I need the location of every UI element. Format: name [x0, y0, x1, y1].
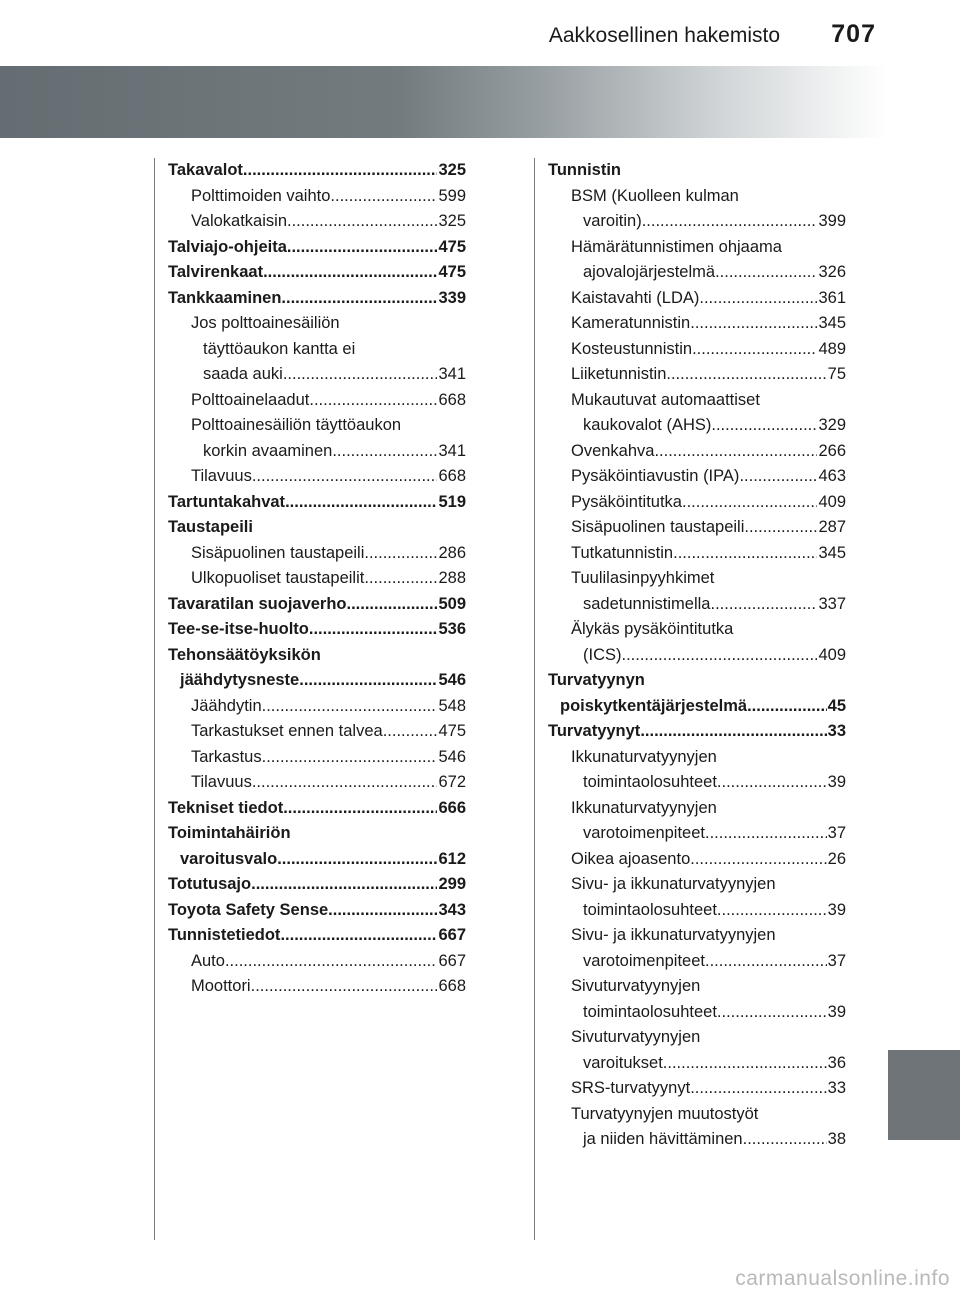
index-entry: [548, 362, 846, 388]
index-entry-label: Turvatyynyt: [548, 722, 641, 740]
index-entry-page[interactable]: 326: [818, 263, 846, 281]
index-entry-page[interactable]: 37: [827, 951, 846, 970]
index-entry-label: BSM (Kuolleen kulman: [571, 186, 739, 205]
index-entry: [168, 694, 466, 720]
dot-leader: [744, 515, 817, 541]
chapter-tab-marker: [888, 1050, 960, 1140]
dot-leader: [743, 1127, 827, 1153]
dot-leader: [251, 974, 438, 1000]
index-entry: [548, 898, 846, 924]
index-entry: [168, 796, 466, 822]
index-entry-label: Takavalot: [168, 161, 243, 179]
dot-leader: [263, 260, 437, 286]
index-entry-page[interactable]: 667: [438, 926, 466, 944]
dot-leader: [717, 770, 827, 796]
index-entry: [168, 286, 466, 312]
index-entry: [548, 847, 846, 873]
index-entry-page[interactable]: 599: [438, 186, 466, 205]
index-entry-label: Ikkunaturvatyynyjen: [571, 747, 717, 766]
dot-leader: [332, 439, 437, 465]
dot-leader: [287, 235, 438, 261]
index-entry: [548, 235, 846, 261]
index-entry-page[interactable]: 409: [818, 492, 846, 511]
dot-leader: [252, 464, 438, 490]
index-entry-label: Valokatkaisin: [191, 212, 287, 230]
dot-leader: [682, 490, 817, 516]
index-entry-label: Tartuntakahvat: [168, 492, 286, 511]
index-entry: [168, 745, 466, 771]
index-entry-label: Tunnistetiedot: [168, 926, 281, 944]
index-entry-label: Sivu- ja ikkunaturvatyynyjen: [571, 926, 776, 944]
index-column-left: [168, 158, 466, 1000]
index-entry: [168, 464, 466, 490]
dot-leader: [622, 643, 818, 669]
index-entry: [548, 388, 846, 414]
index-entry: [168, 541, 466, 567]
index-entry-page[interactable]: 612: [438, 849, 466, 868]
index-entry: [548, 158, 846, 184]
index-entry-label: kaukovalot (AHS): [583, 416, 712, 434]
index-entry-label: Sisäpuolinen taustapeili: [191, 543, 365, 562]
dot-leader: [690, 847, 826, 873]
index-entry-page[interactable]: 39: [827, 1002, 846, 1021]
index-entry-label: Toimintahäiriön: [168, 824, 291, 842]
index-entry: [548, 694, 846, 720]
index-entry: [168, 949, 466, 975]
index-entry-label: Sivuturvatyynyjen: [571, 1028, 701, 1046]
index-entry-label: Tavaratilan suojaverho: [168, 594, 347, 613]
index-entry-label: varoitin): [583, 212, 642, 230]
index-entry-page[interactable]: 409: [818, 645, 846, 664]
index-entry-label: Tunnistin: [548, 161, 622, 179]
index-entry-page[interactable]: 672: [438, 773, 466, 791]
index-entry: [168, 158, 466, 184]
index-entry: [548, 770, 846, 796]
index-entry-label: Tekniset tiedot: [168, 798, 284, 817]
dot-leader: [673, 541, 817, 567]
section-title: Aakkosellinen hakemisto: [548, 24, 780, 47]
dot-leader: [711, 413, 817, 439]
index-entry: [168, 872, 466, 898]
index-entry-label: Kosteustunnistin: [571, 339, 693, 358]
index-entry-label: jäähdytysneste: [180, 671, 300, 689]
index-entry-label: Kaistavahti (LDA): [571, 288, 700, 307]
dot-leader: [243, 158, 438, 184]
index-entry: [168, 643, 466, 669]
index-entry-page[interactable]: 341: [438, 441, 466, 460]
dot-leader: [287, 209, 437, 235]
index-entry: [548, 184, 846, 210]
dot-leader: [663, 1051, 827, 1077]
index-entry-page[interactable]: 361: [818, 288, 846, 307]
index-entry-label: varotoimenpiteet: [583, 951, 705, 970]
index-entry-page[interactable]: 325: [438, 212, 466, 230]
dot-leader: [692, 337, 817, 363]
index-entry-page[interactable]: 399: [818, 212, 846, 230]
index-entry-label: Mukautuvat automaattiset: [571, 390, 760, 409]
index-entry-label: toimintaolosuhteet: [583, 773, 717, 791]
dot-leader: [328, 898, 437, 924]
index-entry: [548, 592, 846, 618]
index-entry: [548, 745, 846, 771]
dot-leader: [654, 439, 817, 465]
index-entry-page[interactable]: 341: [438, 365, 466, 383]
index-entry-label: sadetunnistimella: [583, 594, 711, 613]
index-entry: [548, 413, 846, 439]
dot-leader: [715, 260, 817, 286]
index-entry-label: poiskytkentäjärjestelmä: [560, 696, 748, 715]
dot-leader: [364, 541, 437, 567]
dot-leader: [280, 923, 437, 949]
index-entry-label: Tee-se-itse-huolto: [168, 620, 309, 638]
index-entry-page[interactable]: 329: [818, 416, 846, 434]
index-entry-page[interactable]: 266: [818, 441, 846, 460]
index-entry-page[interactable]: 668: [438, 390, 466, 409]
dot-leader: [262, 694, 438, 720]
index-entry-label: toimintaolosuhteet: [583, 1002, 717, 1021]
index-entry: [548, 1102, 846, 1128]
index-entry-page[interactable]: 26: [827, 849, 846, 868]
index-entry: [548, 872, 846, 898]
index-entry: [548, 974, 846, 1000]
page-number: 707: [831, 20, 876, 48]
index-entry: [168, 337, 466, 363]
watermark: carmanualsonline.info: [735, 1267, 950, 1290]
index-entry-label: Turvatyynyn: [548, 671, 645, 689]
index-column-right: [548, 158, 846, 1153]
dot-leader: [309, 388, 437, 414]
index-entry: [548, 1127, 846, 1153]
index-entry-page[interactable]: 339: [438, 288, 466, 307]
dot-leader: [747, 694, 827, 720]
index-entry: [168, 260, 466, 286]
index-entry: [548, 821, 846, 847]
index-entry-label: Tutkatunnistin: [571, 543, 674, 562]
index-entry: [548, 439, 846, 465]
dot-leader: [283, 796, 437, 822]
index-entry: [548, 337, 846, 363]
index-entry-label: Älykäs pysäköintitutka: [571, 620, 734, 638]
index-entry-page[interactable]: 475: [438, 237, 466, 256]
index-entry-label: Sisäpuolinen taustapeili: [571, 518, 745, 536]
index-entry-label: Tuulilasinpyyhkimet: [571, 569, 715, 587]
dot-leader: [690, 1076, 826, 1102]
index-entry-label: Tankkaaminen: [168, 288, 282, 307]
index-entry-label: Tarkastukset ennen talvea: [191, 722, 383, 740]
index-entry: [548, 1076, 846, 1102]
index-entry-label: Liiketunnistin: [571, 365, 667, 383]
index-entry: [548, 1025, 846, 1051]
index-entry-label: Totutusajo: [168, 875, 252, 893]
index-entry-label: Auto: [191, 951, 225, 970]
index-entry: [168, 515, 466, 541]
index-entry: [168, 617, 466, 643]
dot-leader: [690, 311, 817, 337]
header-band: [0, 66, 888, 138]
index-entry-label: saada auki: [203, 365, 283, 383]
index-entry: [548, 464, 846, 490]
index-entry: [548, 949, 846, 975]
index-entry-page[interactable]: 509: [438, 594, 466, 613]
dot-leader: [251, 872, 437, 898]
index-entry: [548, 566, 846, 592]
index-entry: [168, 388, 466, 414]
index-entry-page[interactable]: 287: [818, 518, 846, 536]
dot-leader: [252, 770, 438, 796]
index-entry-page[interactable]: 475: [438, 263, 466, 281]
dot-leader: [699, 286, 817, 312]
index-entry: [548, 668, 846, 694]
dot-leader: [281, 286, 437, 312]
index-entry-page[interactable]: 286: [438, 543, 466, 562]
dot-leader: [717, 898, 827, 924]
index-entry-label: varoitukset: [583, 1053, 663, 1072]
index-entry-label: Ulkopuoliset taustapeilit: [191, 569, 365, 587]
index-entry-page[interactable]: 33: [827, 722, 846, 740]
index-entry: [168, 592, 466, 618]
index-entry-label: Jäähdytin: [191, 696, 262, 715]
index-entry: [168, 439, 466, 465]
index-entry: [168, 847, 466, 873]
index-entry-label: Jos polttoainesäiliön: [191, 314, 340, 332]
index-entry-label: Tehonsäätöyksikön: [168, 645, 321, 664]
dot-leader: [666, 362, 826, 388]
index-entry-page[interactable]: 345: [818, 314, 846, 332]
index-entry-label: Toyota Safety Sense: [168, 900, 329, 919]
index-entry-page[interactable]: 39: [827, 773, 846, 791]
index-entry-page[interactable]: 666: [438, 798, 466, 817]
index-entry: [168, 974, 466, 1000]
index-entry: [548, 1000, 846, 1026]
index-entry-label: Tarkastus: [191, 747, 262, 766]
index-entry: [168, 898, 466, 924]
index-entry-label: Kameratunnistin: [571, 314, 691, 332]
index-entry-page[interactable]: 299: [438, 875, 466, 893]
index-entry-page[interactable]: 39: [827, 900, 846, 919]
dot-leader: [285, 490, 437, 516]
index-entry: [548, 209, 846, 235]
index-entry-label: Tilavuus: [191, 467, 252, 485]
index-entry-label: Taustapeili: [168, 518, 253, 536]
index-entry: [168, 923, 466, 949]
index-entry-page[interactable]: 536: [438, 620, 466, 638]
index-entry: [548, 515, 846, 541]
index-entry: [168, 668, 466, 694]
index-entry-page[interactable]: 337: [818, 594, 846, 613]
index-entry-label: (ICS): [583, 645, 622, 664]
dot-leader: [717, 1000, 827, 1026]
index-entry: [168, 311, 466, 337]
index-entry-label: varotoimenpiteet: [583, 824, 705, 842]
index-entry-page[interactable]: 463: [818, 467, 846, 485]
index-entry-label: korkin avaaminen: [203, 441, 333, 460]
index-entry-page[interactable]: 45: [827, 696, 846, 715]
index-entry: [548, 286, 846, 312]
index-entry-page[interactable]: 345: [818, 543, 846, 562]
index-entry-page[interactable]: 519: [438, 492, 466, 511]
index-entry-label: Tilavuus: [191, 773, 252, 791]
index-entry-label: Moottori: [191, 977, 251, 995]
dot-leader: [347, 592, 438, 618]
dot-leader: [330, 184, 437, 210]
dot-leader: [225, 949, 438, 975]
dot-leader: [640, 719, 826, 745]
index-entry: [168, 770, 466, 796]
dot-leader: [711, 592, 818, 618]
index-entry-label: Talvirenkaat: [168, 263, 264, 281]
dot-leader: [309, 617, 438, 643]
index-entry-label: Sivuturvatyynyjen: [571, 977, 701, 995]
index-entry: [168, 184, 466, 210]
index-entry-page[interactable]: 546: [438, 747, 466, 766]
dot-leader: [364, 566, 437, 592]
index-entry: [168, 362, 466, 388]
dot-leader: [642, 209, 818, 235]
index-entry-label: Polttoainelaadut: [191, 390, 310, 409]
dot-leader: [739, 464, 817, 490]
index-entry: [548, 311, 846, 337]
index-entry-page[interactable]: 489: [818, 339, 846, 358]
index-entry-label: Polttoainesäiliön täyttöaukon: [191, 416, 402, 434]
dot-leader: [299, 668, 437, 694]
index-entry-label: Pysäköintitutka: [571, 492, 682, 511]
index-entry-page[interactable]: 548: [438, 696, 466, 715]
index-entry-label: Talviajo-ohjeita: [168, 237, 287, 256]
index-entry-page[interactable]: 36: [827, 1053, 846, 1072]
index-entry: [548, 923, 846, 949]
index-entry-page[interactable]: 667: [438, 951, 466, 970]
index-entry-label: Oikea ajoasento: [571, 849, 691, 868]
index-entry: [168, 821, 466, 847]
dot-leader: [277, 847, 437, 873]
index-entry-page[interactable]: 288: [438, 569, 466, 587]
index-entry: [548, 643, 846, 669]
index-entry-label: Ovenkahva: [571, 441, 655, 460]
index-entry: [168, 235, 466, 261]
index-entry: [548, 796, 846, 822]
index-entry-page[interactable]: 37: [827, 824, 846, 842]
index-entry-page[interactable]: 546: [438, 671, 466, 689]
index-entry: [168, 490, 466, 516]
index-entry: [548, 1051, 846, 1077]
index-entry-label: toimintaolosuhteet: [583, 900, 717, 919]
index-entry-label: Sivu- ja ikkunaturvatyynyjen: [571, 875, 776, 893]
dot-leader: [705, 821, 827, 847]
index-entry-page[interactable]: 325: [438, 161, 466, 179]
index-entry: [548, 490, 846, 516]
index-entry-label: täyttöaukon kantta ei: [203, 339, 356, 358]
left-column-rule: [154, 158, 155, 1240]
index-entry: [168, 566, 466, 592]
index-entry-label: Pysäköintiavustin (IPA): [571, 467, 740, 485]
index-entry: [168, 413, 466, 439]
right-column-rule: [534, 158, 535, 1240]
index-entry-page[interactable]: 33: [827, 1079, 846, 1097]
index-entry-label: Turvatyynyjen muutostyöt: [571, 1104, 759, 1123]
dot-leader: [705, 949, 827, 975]
index-entry-label: ja niiden hävittäminen: [583, 1130, 743, 1148]
index-entry-page[interactable]: 668: [438, 977, 466, 995]
dot-leader: [262, 745, 438, 771]
index-entry: [168, 209, 466, 235]
index-entry-label: ajovalojärjestelmä: [583, 263, 716, 281]
index-entry-label: SRS-turvatyynyt: [571, 1079, 691, 1097]
index-entry: [168, 719, 466, 745]
index-entry-label: Ikkunaturvatyynyjen: [571, 798, 717, 817]
index-entry-label: varoitusvalo: [180, 849, 278, 868]
index-entry-page[interactable]: 38: [827, 1130, 846, 1148]
index-entry-page[interactable]: 343: [438, 900, 466, 919]
index-entry: [548, 719, 846, 745]
dot-leader: [383, 719, 438, 745]
index-entry: [548, 541, 846, 567]
index-entry-label: Hämärätunnistimen ohjaama: [571, 237, 782, 256]
index-entry: [548, 260, 846, 286]
index-entry-page[interactable]: 475: [438, 722, 466, 740]
dot-leader: [283, 362, 438, 388]
index-entry-page[interactable]: 668: [438, 467, 466, 485]
index-entry-page[interactable]: 75: [827, 365, 846, 383]
index-entry-label: Polttimoiden vaihto: [191, 186, 331, 205]
index-entry: [548, 617, 846, 643]
